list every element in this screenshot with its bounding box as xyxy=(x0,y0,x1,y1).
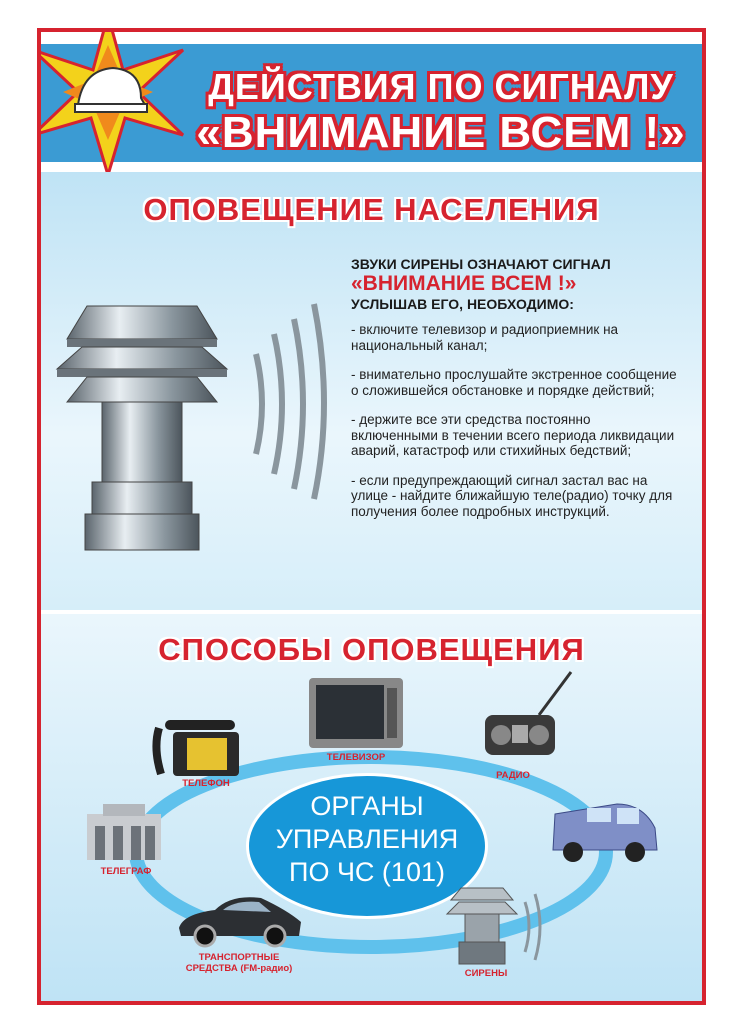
center-line2: УПРАВЛЕНИЯ xyxy=(275,824,459,854)
center-line1: ОРГАНЫ xyxy=(310,791,424,821)
car-icon xyxy=(175,890,305,948)
poster-frame xyxy=(37,28,706,1005)
label-transport-line2: СРЕДСТВА (FM-радио) xyxy=(185,963,293,974)
phone-icon xyxy=(151,718,243,780)
telegraph-building-icon xyxy=(83,800,165,862)
step-item: - если предупреждающий сигнал застал вас на улице - найдите ближайшую теле(радио) точку для получения более подробных инструкций. xyxy=(351,472,673,519)
steps-list xyxy=(351,322,681,533)
van-icon xyxy=(547,794,663,864)
section2-heading: СПОСОБЫ ОПОВЕЩЕНИЯ xyxy=(158,632,585,667)
sound-waves-icon xyxy=(246,294,336,504)
center-line3: ПО ЧС (101) xyxy=(289,857,445,887)
radio-icon xyxy=(479,670,579,762)
emblem-star-icon xyxy=(37,28,193,180)
center-oval-text xyxy=(249,790,485,889)
section1-heading: ОПОВЕЩЕНИЕ НАСЕЛЕНИЯ xyxy=(143,192,600,227)
intro-line3: УСЛЫШАВ ЕГО, НЕОБХОДИМО: xyxy=(351,296,574,312)
header-title-line2: «ВНИМАНИЕ ВСЕМ !» xyxy=(196,108,686,157)
label-sirens: СИРЕНЫ xyxy=(464,968,508,979)
tv-icon xyxy=(307,676,405,750)
label-transport-line1: ТРАНСПОРТНЫЕ xyxy=(198,952,280,963)
label-phone: ТЕЛЕФОН xyxy=(182,778,230,789)
label-radio: РАДИО xyxy=(496,770,530,781)
step-item: - держите все эти средства постоянно включенными в течении всего периода ликвидации аварий, катастроф или стихийных бедствий; xyxy=(351,412,675,458)
step-item: - внимательно прослушайте экстренное сообщение о сложившейся обстановке и порядке действий; xyxy=(351,367,677,398)
step-item: - включите телевизор и радиоприемник на национальный канал; xyxy=(351,322,619,353)
label-transport xyxy=(169,952,309,974)
label-telegraph: ТЕЛЕГРАФ xyxy=(100,866,152,877)
intro-line1: ЗВУКИ СИРЕНЫ ОЗНАЧАЮТ СИГНАЛ xyxy=(351,256,611,272)
siren-icon xyxy=(47,284,237,554)
siren-intro xyxy=(351,256,671,312)
small-siren-icon xyxy=(443,882,553,966)
intro-line2: «ВНИМАНИЕ ВСЕМ !» xyxy=(351,272,577,295)
label-tv: ТЕЛЕВИЗОР xyxy=(326,752,386,763)
header-title-line1: ДЕЙСТВИЯ ПО СИГНАЛУ xyxy=(208,66,674,107)
